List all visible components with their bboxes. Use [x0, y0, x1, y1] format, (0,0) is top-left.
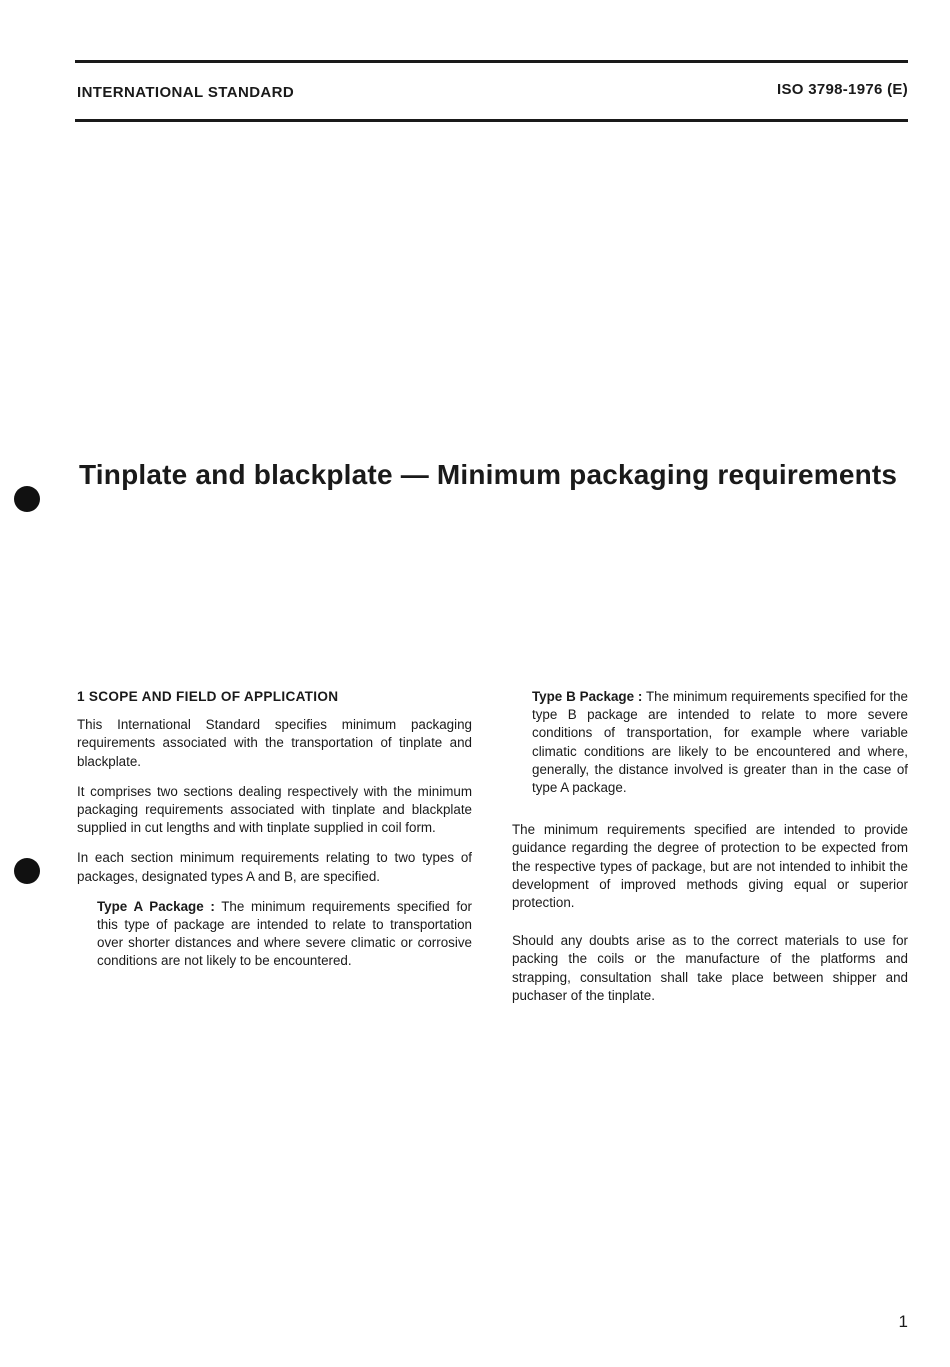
left-column [77, 688, 472, 983]
type-b-definition [532, 688, 908, 797]
right-column [512, 688, 908, 1017]
paragraph: In each section minimum requirements relating to two types of packages, designated types A and B, are specified. [77, 850, 472, 884]
standard-number: ISO 3798-1976 (E) [776, 81, 908, 98]
page-number: 1 [898, 1312, 908, 1331]
type-b-text: The minimum requirements specified for the type B package are intended to relate to more severe conditions of transportation, for example where variable climatic conditions are likely to be encountered and where, generally, the distance involved is greater than in the case of type A package. [532, 689, 909, 796]
section-heading: 1 SCOPE AND FIELD OF APPLICATION [77, 689, 339, 704]
type-a-text: The minimum requirements specified for this type of package are intended to relate to transportation over shorter distances and where severe climatic or corrosive conditions are not likely to be encountered. [97, 898, 472, 969]
type-a-definition [97, 898, 472, 971]
type-a-term: Type A Package : [97, 898, 215, 914]
header-bottom-rule [75, 119, 908, 122]
punch-hole-dot [14, 858, 40, 884]
type-b-term: Type B Package : [532, 689, 643, 704]
punch-hole-dot [14, 486, 40, 512]
paragraph: Should any doubts arise as to the correct materials to use for packing the coils or the manufacture of the platforms and strapping, consultation shall take place between shipper and puchaser of the tinplate. [512, 933, 908, 1003]
paragraph: This International Standard specifies minimum packaging requirements associated with the transportation of tinplate and blackplate. [77, 717, 472, 769]
paragraph: The minimum requirements specified are intended to provide guidance regarding the degree of protection to be expected from the respective types of package, but are not intended to inhibit the development of improved methods giving equal or superior protection. [512, 822, 908, 911]
paragraph: It comprises two sections dealing respectively with the minimum packaging requirements associated with tinplate and blackplate supplied in cut lengths and with tinplate supplied in coil form. [77, 783, 472, 836]
page-title: Tinplate and blackplate — Minimum packaging requirements [79, 459, 898, 490]
document-type-label: INTERNATIONAL STANDARD [77, 84, 295, 101]
header-top-rule [75, 60, 908, 63]
